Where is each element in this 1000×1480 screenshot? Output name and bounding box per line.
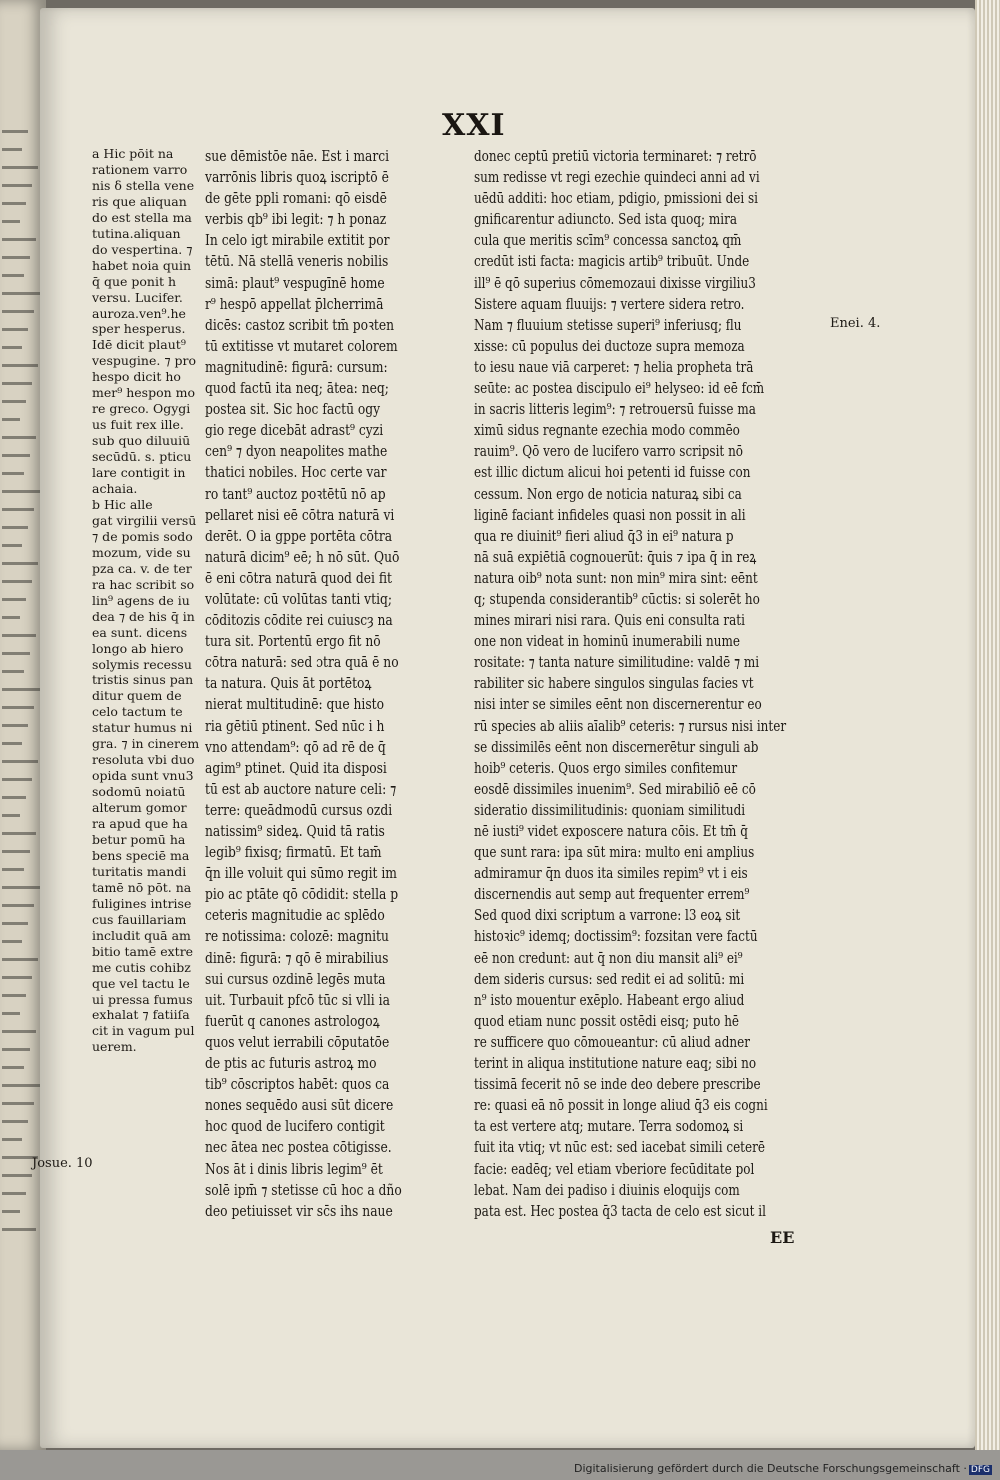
gloss-line: tristis sinus pan [92, 672, 194, 688]
facing-page-text-fragment [2, 580, 32, 583]
facing-page-text-fragment [2, 1048, 30, 1051]
catchword: EE [770, 1228, 795, 1247]
text-line: rū species ab aliis aīalib⁹ ceteris: ⁊ rursus nisi inter [474, 716, 787, 735]
main-text-column-left [205, 146, 402, 1222]
facing-page-text-fragment [2, 274, 24, 277]
facing-page-text-fragment [2, 976, 32, 979]
gloss-line: betur pomū ha [92, 831, 186, 847]
text-line: natissim⁹ sideꝝ. Quid tā ratis [205, 822, 385, 840]
gloss-line: a Hic pōit na [92, 146, 174, 161]
text-line: gio rege dicebāt adrast⁹ cyzi [205, 421, 384, 440]
text-line: r⁹ hespō appellat p̄lcherrimā [205, 294, 384, 313]
text-line: dem sideris cursus: sed redit ei ad solitū: mi [474, 969, 745, 988]
text-line: rositate: ⁊ tanta nature similitudine: valdē ⁊ mi [474, 653, 760, 672]
facing-page-text-fragment [2, 616, 20, 619]
gloss-line: ea sunt. dicens [92, 624, 188, 640]
gloss-line: me cutis cohibz [92, 959, 191, 975]
facing-page-text-fragment [2, 562, 38, 565]
gloss-line: sper hesperus. [92, 321, 186, 337]
gloss-column [92, 146, 199, 1055]
facing-page-text-fragment [2, 634, 36, 637]
text-line: fuit ita vtiq; vt nūc est: sed iacebat simili ceterē [474, 1138, 765, 1157]
text-line: dicēs: castoz scribit tm̄ poꝛten [205, 315, 395, 334]
text-line: nā suā expiētiā cognouerūt: q̄uis ⁊ ipa q̄ in reꝝ [474, 547, 757, 566]
facing-page-text-fragment [2, 400, 26, 403]
gloss-line: exhalat ⁊ fatiiſa [92, 1007, 190, 1023]
facing-page-text-fragment [2, 436, 36, 439]
gloss-line: ra hac scribit so [92, 576, 195, 592]
text-line: liginē faciant infideles quasi non possit in ali [474, 505, 746, 524]
text-line: quos velut ierrabili cōputatōe [205, 1032, 390, 1051]
text-line: varrōnis libris quoꝝ iscriptō ē [205, 168, 389, 187]
facing-page-text-fragment [2, 490, 40, 493]
facing-page-text-fragment [2, 472, 24, 475]
page-edges [975, 0, 1000, 1450]
text-line: simā: plaut⁹ vespugīnē home [205, 273, 385, 292]
facing-page-text-fragment [2, 328, 28, 331]
gloss-line: do vespertina. ⁊ [92, 241, 193, 257]
text-line: que sunt rara: ipa sūt mira: multo eni amplius [474, 843, 755, 862]
facing-page-text-fragment [2, 1192, 26, 1195]
text-line: sum redisse vt regi ezechie quindeci anni ad vi [474, 168, 760, 187]
facing-page-text-fragment [2, 148, 22, 151]
text-line: hoc quod de lucifero contigit [205, 1117, 385, 1136]
gloss-line: gat virgilii versū [92, 512, 197, 528]
text-line: fuerūt q canones astrologoꝝ [205, 1011, 380, 1030]
gloss-line: ⁊ de pomis sodo [92, 528, 193, 544]
text-line: eē non credunt: aut q̄ non diu mansit ali⁹ ei⁹ [474, 948, 743, 967]
text-line: Sistere aquam fluuijs: ⁊ vertere sidera retro. [474, 294, 745, 313]
facing-page-text-fragment [2, 310, 34, 313]
text-line: cula que meritis scīm⁹ concessa sanctoꝝ qm̄ [474, 231, 742, 250]
facing-page-text-fragment [2, 814, 20, 817]
text-line: re: quasi eā nō possit in longe aliud q̄3 eis cogni [474, 1096, 768, 1115]
text-line: donec ceptū pretiū victoria terminaret: ⁊ retrō [474, 147, 757, 165]
text-line: ria gētiū ptinent. Sed nūc i h [205, 716, 385, 735]
text-line: re sufficere quo cōmoueantur: cū aliud adner [474, 1032, 750, 1051]
facing-page-text-fragment [2, 1120, 28, 1123]
text-line: ill⁹ ē qō superius cōmemozaui dixisse virgiliu3 [474, 273, 756, 292]
text-line: facie: eadēq; vel etiam vberiore fecūditate pol [474, 1159, 755, 1178]
gloss-line: ris que aliquan [92, 193, 187, 209]
facing-page-text-fragment [2, 1174, 32, 1177]
text-line: cen⁹ ⁊ dyon neapolites mathe [205, 442, 388, 461]
facing-page-text-fragment [2, 1084, 40, 1087]
text-line: Sed quod dixi scriptum a varrone: l3 eoꝝ sit [474, 906, 741, 925]
footer-credit [574, 1462, 992, 1475]
text-line: tētū. Nā stellā veneris nobilis [205, 252, 389, 271]
text-line: nec ātea nec postea cōtigisse. [205, 1138, 392, 1157]
text-line: credūt isti facta: magicis artib⁹ tribuūt. Unde [474, 252, 750, 271]
facing-page-text-fragment [2, 868, 24, 871]
gloss-line: b Hic alle [92, 496, 153, 512]
gloss-line: achaia. [92, 481, 138, 497]
gloss-line: secūdū. s. pticu [92, 449, 192, 465]
text-line: pio ac ptāte qō cōdidit: stella p [205, 885, 399, 904]
facing-page-text-fragment [2, 742, 22, 745]
gloss-line: solymis recessu [92, 656, 192, 672]
gloss-line: nis δ stella vene [92, 177, 195, 193]
facing-page-text-fragment [2, 526, 28, 529]
facing-page-text-fragment [2, 994, 26, 997]
text-line: pata est. Hec postea q̄3 tacta de celo est sicut il [474, 1201, 766, 1220]
gloss-line: pza ca. v. de ter [92, 560, 192, 576]
text-line: ē eni cōtra naturā quod dei fit [205, 568, 392, 587]
gloss-line: opida sunt vnu3 [92, 768, 194, 784]
text-line: n⁹ isto mouentur exēplo. Habeant ergo aliud [474, 990, 745, 1009]
text-line: uit. Turbauit pfcō tūc si vlli ia [205, 990, 390, 1009]
facing-page-text-fragment [2, 202, 26, 205]
text-line: quod etiam nunc possit ostēdi eisq; puto hē [474, 1011, 740, 1030]
text-line: est illic dictum alicui hoi petenti id fuisse con [474, 463, 751, 482]
gloss-line: do est stella ma [92, 209, 192, 225]
facing-page-text-fragment [2, 724, 28, 727]
facing-page-text-fragment [2, 886, 40, 889]
gloss-line: alterum gomor [92, 800, 187, 816]
gloss-line: sodomū noiatū [92, 784, 186, 800]
text-line: qua re diuinit⁹ fieri aliud q̄3 in ei⁹ natura p [474, 526, 734, 545]
text-line: magnitudinē: figurā: cursum: [205, 357, 388, 376]
text-line: in sacris litteris legim⁹: ⁊ retrouersū fuisse ma [474, 400, 756, 419]
facing-page-text-fragment [2, 544, 22, 547]
gloss-line: dea ⁊ de his q̄ in [92, 608, 195, 624]
text-line: ximū sidus regnante ezechia modo commēo [474, 421, 740, 440]
facing-page-text-fragment [2, 760, 38, 763]
facing-page-text-fragment [2, 1066, 24, 1069]
margin-note-enei: Enei. 4. [830, 316, 881, 331]
text-line: thatici nobiles. Hoc certe var [205, 463, 387, 482]
facing-page-text-fragment [2, 130, 28, 133]
text-line: histoꝛic⁹ idemq; doctissim⁹: fozsitan vere factū [474, 927, 758, 946]
gloss-line: mozum, vide su [92, 544, 191, 560]
gloss-line: versu. Lucifer. [92, 289, 183, 305]
text-line: q̄n ille voluit qui sūmo regit im [205, 864, 397, 883]
text-line: de gēte ppli romani: qō eisdē [205, 189, 387, 208]
text-line: re notissima: colozē: magnitu [205, 927, 389, 946]
text-line: legib⁹ fixisq; firmatū. Et tam̄ [205, 843, 382, 862]
facing-page-text-fragment [2, 940, 22, 943]
gloss-line: rationem varro [92, 161, 188, 177]
text-line: nones sequēdo ausi sūt dicere [205, 1096, 394, 1115]
facing-page-text-fragment [2, 796, 26, 799]
gloss-line: ui pressa fumus [92, 991, 193, 1007]
facing-page-text-fragment [2, 598, 26, 601]
facing-page-text-fragment [2, 1102, 34, 1105]
margin-note-josue: Josue. 10 [32, 1156, 93, 1171]
text-line: Nos āt i dinis libris legim⁹ ēt [205, 1159, 383, 1178]
gloss-line: q̄ que ponit h [92, 273, 177, 289]
text-line: hoib⁹ ceteris. Quos ergo similes confitemur [474, 758, 738, 777]
facing-page-text-fragment [2, 346, 22, 349]
dfg-logo: DFG [970, 1465, 990, 1475]
facing-page-text-fragment [2, 652, 30, 655]
gloss-line: auroza.ven⁹.he [92, 305, 186, 321]
text-line: solē ipm̄ ⁊ stetisse cū hoc a dño [205, 1180, 402, 1199]
gloss-line: re greco. Ogygi [92, 401, 191, 417]
gloss-line: lare contigit in [92, 465, 186, 481]
facing-page-text-fragment [2, 508, 34, 511]
gloss-line: tamē nō pōt. na [92, 879, 192, 895]
text-line: seūte: ac postea discipulo ei⁹ helyseo: id eē fcm̄ [474, 379, 765, 398]
gloss-line: Idē dicit plaut⁹ [92, 337, 186, 353]
text-line: ro tant⁹ auctoz poꝛtētū nō ap [205, 484, 386, 503]
text-line: quod factū ita neq; ātea: neq; [205, 379, 389, 398]
gloss-line: bitio tamē extre [92, 943, 194, 959]
facing-page-text-fragment [2, 1210, 20, 1213]
text-line: de ptis ac futuris astroꝝ mo [205, 1054, 377, 1073]
text-line: volūtate: cū volūtas tanti vtiq; [205, 589, 393, 608]
text-line: derēt. O ia gppe portēta cōtra [205, 526, 393, 545]
facing-page-text-fragment [2, 922, 28, 925]
facing-page-text-fragment [2, 1228, 36, 1231]
gloss-line: resoluta vbi duo [92, 752, 195, 768]
gloss-line: que vel tactu le [92, 975, 190, 991]
facing-page-text-fragment [2, 850, 30, 853]
facing-page-text-fragment [2, 904, 34, 907]
text-line: In celo igt mirabile extitit por [205, 231, 390, 250]
facing-page-text-fragment [2, 670, 24, 673]
text-line: one non videat in hominū inumerabili nume [474, 632, 740, 651]
gloss-line: sub quo diluuiū [92, 433, 191, 449]
text-line: naturā dicim⁹ eē; h nō sūt. Quō [205, 547, 400, 566]
text-line: tū extitisse vt mutaret colorem [205, 336, 398, 355]
text-line: sui cursus ozdinē legēs muta [205, 969, 386, 988]
text-line: cessum. Non ergo de noticia naturaꝝ sibi ca [474, 484, 742, 503]
facing-page-text-fragment [2, 166, 38, 169]
text-line: to iesu naue viā carperet: ⁊ helia propheta trā [474, 357, 754, 376]
gloss-line: ra apud que ha [92, 816, 188, 832]
facing-page-text-fragment [2, 688, 40, 691]
footer-credit-text: Digitalisierung gefördert durch die Deutsche Forschungsgemeinschaft · [573, 1462, 967, 1475]
facing-page-text-fragment [2, 706, 34, 709]
text-line: terint in aliqua institutione nature eaq; sibi no [474, 1054, 757, 1073]
main-text-column-right [474, 146, 786, 1222]
text-line: sue dēmistōe nāe. Est i marci [205, 147, 390, 165]
gloss-line: celo tactum te [92, 704, 183, 720]
text-line: verbis qb⁹ ibi legit: ⁊ h ponaz [205, 210, 387, 229]
text-line: terre: queādmodū cursus ozdi [205, 800, 393, 819]
gloss-line: habet noia quin [92, 257, 191, 273]
text-line: nē iusti⁹ videt exposcere natura cōis. Et tm̄ q̄ [474, 822, 748, 840]
text-line: deo petiuisset vir sc̄s ihs naue [205, 1201, 393, 1220]
gloss-line: bens speciē ma [92, 847, 190, 863]
gloss-line: includit quā am [92, 927, 191, 943]
text-line: sideratio dissimilitudinis: quoniam similitudi [474, 800, 746, 819]
gloss-line: statur humus ni [92, 720, 193, 736]
facing-page-text-fragment [2, 778, 32, 781]
facing-page-text-fragment [2, 364, 38, 367]
text-line: tissimā fecerit nō se inde deo debere prescribe [474, 1075, 761, 1094]
text-line: nisi inter se similes eēnt non discernerentur eo [474, 695, 762, 714]
facing-page-text-fragment [2, 220, 20, 223]
text-line: pellaret nisi eē cōtra naturā vi [205, 505, 395, 524]
facing-page-text-fragment [2, 382, 32, 385]
text-line: dinē: figurā: ⁊ qō ē mirabilius [205, 948, 389, 967]
gloss-line: cus fauillariam [92, 911, 187, 927]
text-line: ceteris magnitudie ac splēdo [205, 906, 385, 925]
facing-page-text-fragment [2, 1138, 22, 1141]
text-line: ta est vertere atq; mutare. Terra sodomoꝝ si [474, 1117, 744, 1136]
text-line: ta natura. Quis āt portētoꝝ [205, 674, 372, 693]
text-line: cōtra naturā: sed ɔtra quā ē no [205, 653, 399, 672]
text-line: tū est ab auctore nature celi: ⁊ [205, 779, 397, 798]
gloss-line: vespugine. ⁊ pro [92, 353, 197, 369]
gloss-line: ditur quem de [92, 688, 182, 704]
facing-page-text-fragment [2, 238, 36, 241]
text-line: tib⁹ cōscriptos habēt: quos ca [205, 1075, 390, 1094]
facing-page-text-fragment [2, 184, 32, 187]
text-line: uēdū additi: hoc etiam, pdigio, pmissioni dei si [474, 189, 759, 208]
folio-number: XXI [442, 108, 506, 143]
text-line: cōditozis cōdite rei cuiuscȝ na [205, 611, 393, 630]
facing-page-text-fragment [2, 832, 36, 835]
gloss-line: fuligines intrise [92, 895, 192, 911]
text-line: rabiliter sic habere singulos singulas facies vt [474, 674, 754, 693]
gloss-line: gra. ⁊ in cinerem [92, 736, 200, 752]
text-line: admiramur q̄n duos ita similes repim⁹ vt i eis [474, 864, 748, 883]
facing-page-text-fragment [2, 256, 30, 259]
gloss-line: turitatis mandi [92, 863, 187, 879]
text-line: xisse: cū populus dei ductoze supra memoza [474, 336, 745, 355]
text-line: discernendis aut semp aut frequenter errem⁹ [474, 885, 750, 904]
gloss-line: longo ab hiero [92, 640, 184, 656]
gloss-line: us fuit rex ille. [92, 417, 184, 433]
text-line: tura sit. Portentū ergo fit nō [205, 632, 381, 651]
text-line: eosdē dissimiles inuenim⁹. Sed mirabiliō eē cō [474, 779, 756, 798]
gloss-line: tutina.aliquan [92, 225, 181, 241]
text-line: Nam ⁊ fluuium stetisse superi⁹ inferiusq; flu [474, 315, 742, 334]
gloss-line: mer⁹ hespon mo [92, 385, 196, 401]
text-line: q; stupenda considerantib⁹ cūctis: si solerēt ho [474, 589, 760, 608]
text-line: mines mirari nisi rara. Quis eni consulta rati [474, 611, 745, 630]
facing-page-text-fragment [2, 1012, 20, 1015]
text-line: gnificarentur adiuncto. Sed ista quoq; mira [474, 210, 737, 229]
facing-page-text-fragment [2, 454, 30, 457]
text-line: vno attendam⁹: qō ad rē de q̄ [205, 737, 386, 756]
text-line: postea sit. Sic hoc factū ogy [205, 400, 381, 419]
gloss-line: hespo dicit ho [92, 369, 181, 385]
gloss-line: lin⁹ agens de iu [92, 592, 190, 608]
gloss-line: cit in vagum pul [92, 1023, 195, 1039]
text-line: lebat. Nam dei padiso i diuinis eloquijs com [474, 1180, 740, 1199]
gloss-line: uerem. [92, 1039, 137, 1055]
text-line: nierat multitudinē: que histo [205, 695, 385, 714]
facing-page-text-fragment [2, 292, 40, 295]
facing-page-text-fragment [2, 418, 20, 421]
facing-page-text-fragment [2, 1030, 36, 1033]
facing-page-text-fragment [2, 958, 38, 961]
text-line: agim⁹ ptinet. Quid ita disposi [205, 758, 387, 777]
text-line: se dissimilēs eēnt non discernerētur singuli ab [474, 737, 759, 756]
text-line: natura oib⁹ nota sunt: non min⁹ mira sint: eēnt [474, 568, 758, 587]
text-line: rauim⁹. Qō vero de lucifero varro scripsit nō [474, 442, 744, 461]
